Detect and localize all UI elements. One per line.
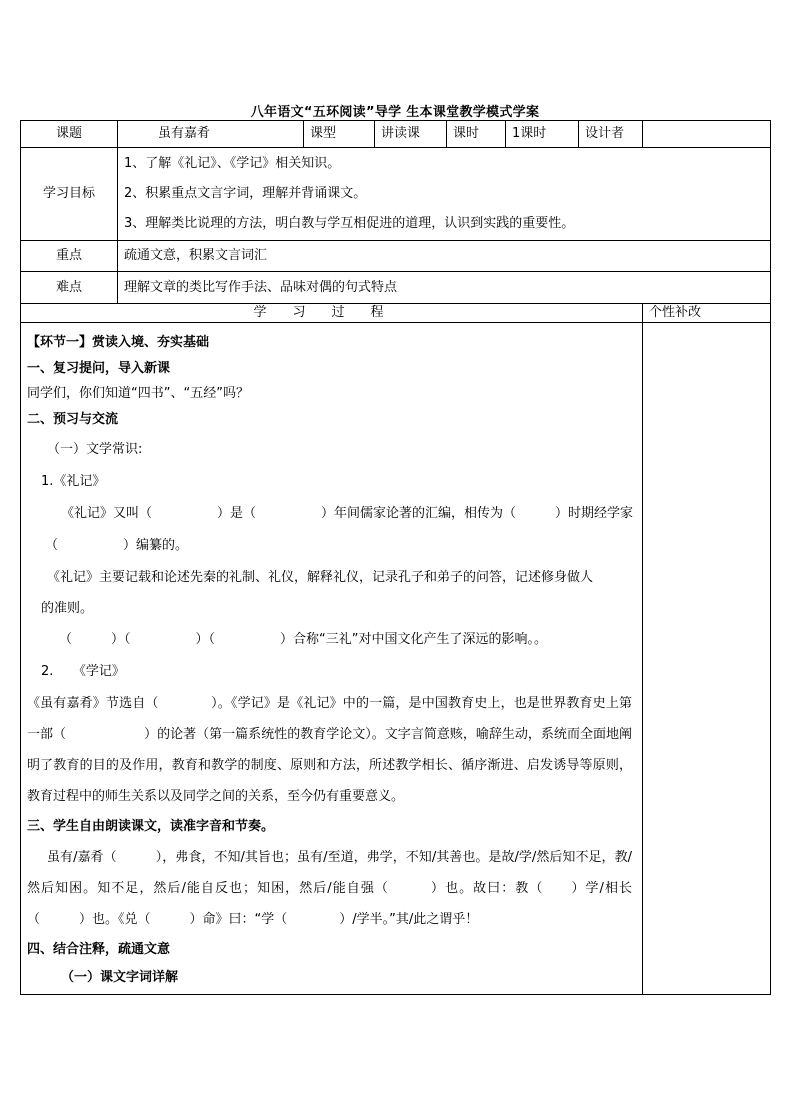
process-body-row — [21, 323, 771, 995]
item-title: 1.《礼记》 — [41, 474, 106, 489]
lesson-plan-table — [20, 120, 771, 995]
type-value: 讲读课 — [375, 121, 447, 148]
goal-item: 1、了解《礼记》、《学记》相关知识。 — [124, 156, 341, 171]
goals-list — [118, 148, 771, 241]
process-content — [21, 323, 643, 995]
hours-label: 课时 — [447, 121, 506, 148]
goals-row — [21, 148, 771, 241]
paragraph-line: 的准则。 — [41, 601, 94, 616]
personal-notes-cell — [643, 323, 771, 995]
sub-subheading: （一）课文字词详解 — [61, 970, 179, 985]
item-title: 2. 《学记》 — [41, 664, 125, 679]
goals-label: 学习目标 — [21, 148, 118, 241]
section-heading: 【环节一】赏读入境、夯实基础 — [27, 335, 210, 350]
topic-value: 虽有嘉肴 — [118, 121, 304, 148]
key-point-row — [21, 241, 771, 272]
designer-value — [643, 121, 771, 148]
paragraph-line: 《礼记》又叫（ ）是（ ）年间儒家论著的汇编，相传为（ ）时期经学家 — [61, 506, 634, 521]
question-text: 同学们，你们知道“四书”、“五经”吗？ — [27, 386, 249, 401]
process-header-row — [21, 304, 771, 323]
difficulty-label: 难点 — [21, 272, 118, 304]
key-point-value: 疏通文意，积累文言词汇 — [118, 241, 771, 272]
paragraph: 虽有/嘉肴（ ），弗食，不知/其旨也；虽有/至道，弗学，不知/其善也。是故/学/然后知不足，教/然后知困。知不足，然后/能自反也；知困，然后/能自强（ ）也。故曰：教（ ）学/相长（ ）也。《兑（ ）命》曰：“学（ ）/学半。”其/此之谓乎！ — [27, 850, 632, 927]
goal-item: 3、理解类比说理的方法，明白教与学互相促进的道理，认识到实践的重要性。 — [124, 216, 575, 231]
topic-label: 课题 — [21, 121, 118, 148]
key-point-label: 重点 — [21, 241, 118, 272]
personal-header: 个性补改 — [643, 304, 771, 323]
process-header: 学习过程 — [21, 304, 643, 323]
document-title: 八年语文“五环阅读”导学 生本课堂教学模式学案 — [250, 105, 540, 120]
type-label: 课型 — [304, 121, 375, 148]
paragraph: 《虽有嘉肴》节选自（ ）。《学记》是《礼记》中的一篇，是中国教育史上，也是世界教育史上第一部（ ）的论著（第一篇系统性的教育学论文）。文字言简意赅，喻辞生动，系统而全面地阐明了教育的目的及作用，教育和教学的制度、原则和方法，所述教学相长、循序渐进、启发诱导等原则，教育过程中的师生关系以及同学之间的关系，至今仍有重要意义。 — [27, 696, 632, 804]
paragraph-line: 《礼记》主要记载和论述先秦的礼制、礼仪，解释礼仪，记录孔子和弟子的问答，记述修身做人 — [47, 570, 594, 585]
paragraph-line: （ ）（ ）（ ）合称“三礼”对中国文化产生了深远的影响。。 — [59, 632, 547, 647]
subheading: 三、学生自由朗读课文，读准字音和节奏。 — [27, 819, 275, 834]
paragraph-line: （ ）编纂的。 — [45, 538, 189, 553]
sub-subheading: （一）文学常识: — [47, 442, 143, 457]
hours-value: 1课时 — [506, 121, 579, 148]
difficulty-value: 理解文章的类比写作手法、品味对偶的句式特点 — [118, 272, 771, 304]
difficulty-row — [21, 272, 771, 304]
designer-label: 设计者 — [579, 121, 643, 148]
goal-item: 2、积累重点文言字词，理解并背诵课文。 — [124, 186, 367, 201]
subheading: 一、复习提问，导入新课 — [27, 361, 171, 376]
subheading: 二、预习与交流 — [27, 412, 119, 427]
header-row — [21, 121, 771, 148]
subheading: 四、结合注释，疏通文意 — [27, 942, 171, 957]
